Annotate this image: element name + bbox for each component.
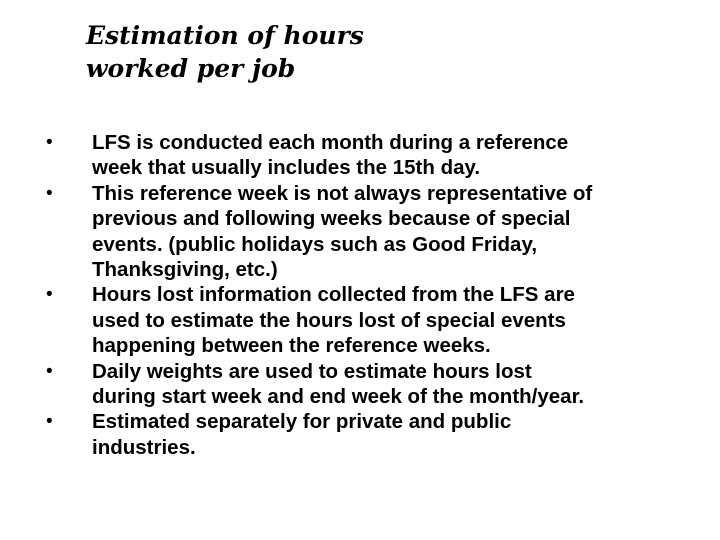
bullet-marker: • [46,411,53,433]
bullet-text-line: Hours lost information collected from the LFS are [92,283,575,307]
bullet-item-2 [0,181,720,283]
bullet-text-line: during start week and end week of the month/year. [92,385,585,409]
bullet-text-line: Daily weights are used to estimate hours lost [92,359,532,383]
slide-title [86,19,646,85]
bullet-marker: • [46,284,53,306]
bullet-text-1 [92,130,692,181]
bullet-text-line: This reference week is not always representative of [92,181,593,205]
bullet-text-line: LFS is conducted each month during a reference [92,131,569,154]
slide-title-line-2: worked per job [86,54,296,83]
bullet-marker: • [46,132,53,153]
bullet-text-line: events. (public holidays such as Good Friday, [92,232,538,256]
bullet-text-line: happening between the reference weeks. [92,334,491,358]
bullet-text-line: used to estimate the hours lost of special events [92,308,566,332]
bullet-text-line: Thanksgiving, etc.) [92,258,278,282]
bullet-item-4 [0,359,720,410]
bullet-item-5 [0,409,720,460]
bullet-list [0,130,720,460]
slide-title-line-1: Estimation of hours [86,21,364,50]
bullet-text-5 [92,409,692,460]
bullet-marker: • [46,182,53,204]
bullet-text-3 [92,282,692,358]
bullet-text-line: week that usually includes the 15th day. [92,156,481,180]
bullet-text-line: industries. [92,435,196,459]
bullet-text-4 [92,359,692,410]
bullet-marker: • [46,360,53,382]
bullet-text-line: Estimated separately for private and public [92,410,512,434]
bullet-text-line: previous and following weeks because of special [92,207,571,231]
bullet-text-2 [92,181,692,283]
bullet-item-3 [0,282,720,358]
bullet-item-1 [0,130,720,181]
